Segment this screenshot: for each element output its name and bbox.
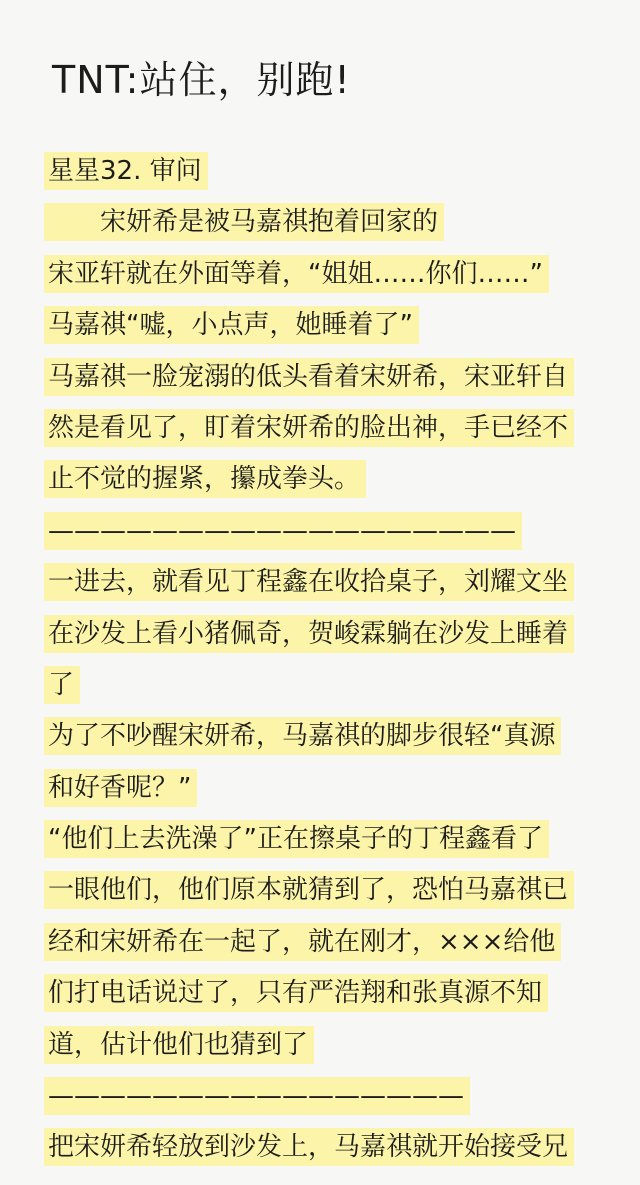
- highlighted-text: 宋妍希是被马嘉祺抱着回家的: [44, 203, 444, 241]
- highlighted-text: 在沙发上看小猪佩奇，贺峻霖躺在沙发上睡着: [44, 615, 574, 653]
- text-line: [44, 717, 604, 755]
- text-line: [44, 460, 604, 498]
- highlighted-text: 和好香呢？”: [44, 769, 197, 807]
- highlighted-text: ————————————————: [44, 1077, 470, 1115]
- text-line: [44, 255, 604, 293]
- text-line: [44, 1026, 604, 1064]
- highlighted-text: 宋亚轩就在外面等着，“姐姐……你们……”: [44, 255, 549, 293]
- document-title: TNT:站住，别跑!: [52, 58, 351, 102]
- text-line: [44, 615, 604, 653]
- highlighted-text: 星星32. 审问: [44, 152, 208, 190]
- highlighted-text: “他们上去洗澡了”正在擦桌子的丁程鑫看了: [44, 820, 549, 858]
- highlighted-text: 马嘉祺“嘘，小点声，她睡着了”: [44, 306, 419, 344]
- highlighted-text: 经和宋妍希在一起了，就在刚才，×××给他: [44, 923, 561, 961]
- highlighted-text: 一眼他们，他们原本就猜到了，恐怕马嘉祺已: [44, 871, 574, 909]
- text-line: [44, 871, 604, 909]
- highlighted-text: 然是看见了，盯着宋妍希的脸出神，手已经不: [44, 409, 574, 447]
- text-line: [44, 769, 604, 807]
- text-line: [44, 563, 604, 601]
- highlighted-text: 道，估计他们也猜到了: [44, 1026, 314, 1064]
- text-line: [44, 1128, 604, 1166]
- text-body: [44, 152, 604, 1180]
- text-line: [44, 152, 604, 190]
- highlighted-text: 止不觉的握紧，攥成拳头。: [44, 460, 366, 498]
- text-line: [44, 974, 604, 1012]
- highlighted-text: 为了不吵醒宋妍希，马嘉祺的脚步很轻“真源: [44, 717, 561, 755]
- highlighted-text: 把宋妍希轻放到沙发上，马嘉祺就开始接受兄: [44, 1128, 574, 1166]
- highlighted-text: 了: [44, 666, 80, 704]
- highlighted-text: ——————————————————: [44, 512, 522, 550]
- separator-line: [44, 1077, 604, 1115]
- highlighted-text: 马嘉祺一脸宠溺的低头看着宋妍希，宋亚轩自: [44, 358, 574, 396]
- text-line: [44, 923, 604, 961]
- text-line: [44, 820, 604, 858]
- text-line: [44, 306, 604, 344]
- separator-line: [44, 512, 604, 550]
- text-line: [44, 203, 604, 241]
- text-line: [44, 409, 604, 447]
- highlighted-text: 一进去，就看见丁程鑫在收拾桌子，刘耀文坐: [44, 563, 574, 601]
- text-line: [44, 666, 604, 704]
- highlighted-text: 们打电话说过了，只有严浩翔和张真源不知: [44, 974, 548, 1012]
- text-line: [44, 358, 604, 396]
